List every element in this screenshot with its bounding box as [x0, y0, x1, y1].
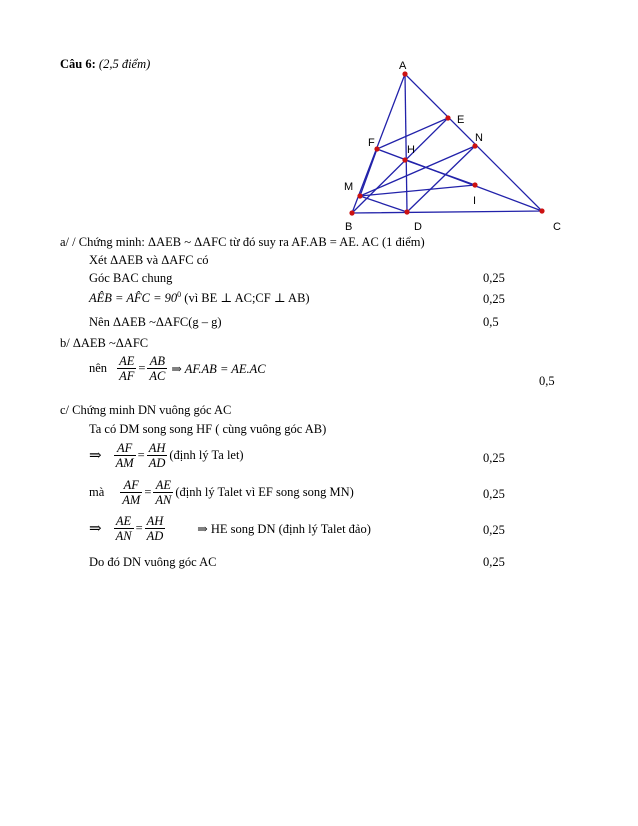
part-a-line-4-score: 0,5: [483, 315, 499, 329]
fraction-denominator: AN: [155, 493, 172, 507]
point-label-i: I: [473, 195, 477, 207]
step-2-prefix: mà: [89, 485, 105, 499]
fraction-numerator: AE: [119, 354, 135, 368]
part-a-line-2-score: 0,25: [483, 271, 505, 285]
part-a-line-4: Nên ΔAEB ~ΔAFC(g – g): [89, 315, 222, 329]
equals-sign: =: [135, 521, 143, 535]
part-c-step-1-score: 0,25: [483, 451, 505, 465]
fraction-ah-ad: [147, 441, 168, 470]
fraction-af-am: [120, 478, 142, 507]
part-b-result: ⇒ AF.AB = AE.AC: [171, 361, 266, 376]
part-c-step-2: [89, 478, 354, 507]
fraction-ae-af: [117, 354, 136, 383]
part-a-heading: a/ / Chứng minh: ΔAEB ~ ΔAFC từ đó suy ra AF.AB = AE. AC (1 điểm): [60, 235, 425, 249]
angle-equation: AÊB = AF̂C = 90: [89, 291, 178, 306]
fraction-denominator: AD: [146, 529, 164, 543]
point-label-f: F: [368, 137, 375, 149]
part-a-line-1: Xét ΔAEB và ΔAFC có: [89, 253, 209, 267]
part-b-score: 0,5: [539, 374, 555, 388]
angle-reason: (vì BE ⊥ AC;CF ⊥ AB): [181, 291, 310, 306]
fraction-denominator: AM: [115, 456, 134, 470]
point-label-b: B: [345, 221, 353, 233]
part-c-line-1: Ta có DM song song HF ( cùng vuông góc AB): [89, 422, 327, 436]
implies-arrow: ⇒: [89, 448, 102, 464]
implies-arrow: ⇒: [89, 521, 102, 537]
part-b-equation: [89, 354, 266, 383]
fraction-denominator: AD: [148, 456, 166, 470]
point-label-n: N: [475, 132, 483, 144]
equals-sign: =: [144, 485, 152, 499]
point-label-m: M: [344, 181, 354, 193]
step-3-reason: ⇒ HE song DN (định lý Talet đảo): [197, 521, 371, 536]
point-label-e: E: [457, 114, 465, 126]
equals-sign: =: [138, 361, 146, 375]
part-c-step-3-score: 0,25: [483, 523, 505, 537]
fraction-ab-ac: [147, 354, 167, 383]
fraction-ah-ad: [145, 514, 166, 543]
question-title: [60, 57, 150, 72]
point-label-c: C: [553, 221, 561, 233]
geometry-figure: [330, 55, 570, 235]
part-a-line-3: [89, 290, 310, 306]
step-1-reason: (định lý Ta let): [169, 448, 244, 462]
point-label-h: H: [407, 144, 415, 156]
fraction-numerator: AH: [148, 441, 166, 455]
part-b-prefix: nên: [89, 361, 108, 375]
part-c-conclusion: Do đó DN vuông góc AC: [89, 555, 217, 569]
fraction-numerator: AE: [114, 514, 134, 529]
fraction-numerator: AE: [153, 478, 173, 493]
fraction-numerator: AF: [120, 478, 142, 493]
fraction-af-am: [114, 441, 136, 470]
question-points: (2,5 điểm): [98, 57, 151, 71]
part-c-step-1: [89, 441, 244, 470]
fraction-denominator: AF: [119, 369, 135, 383]
degree-superscript: 0: [177, 290, 182, 299]
question-label: Câu 6:: [60, 57, 96, 71]
part-a-line-3-score: 0,25: [483, 292, 505, 306]
part-c-heading: c/ Chứng minh DN vuông góc AC: [60, 403, 232, 417]
fraction-ae-an: [153, 478, 173, 507]
figure-lines: [352, 74, 542, 213]
part-c-conclusion-score: 0,25: [483, 555, 505, 569]
part-b-heading: b/ ΔAEB ~ΔAFC: [60, 336, 149, 350]
fraction-denominator: AC: [149, 369, 166, 383]
fraction-denominator: AM: [122, 493, 141, 507]
part-c-step-3: [89, 514, 371, 543]
part-c-step-2-score: 0,25: [483, 487, 505, 501]
fraction-numerator: AF: [114, 441, 136, 456]
fraction-ae-an: [114, 514, 134, 543]
fraction-numerator: AH: [146, 514, 164, 528]
point-label-a: A: [399, 60, 407, 72]
equals-sign: =: [137, 448, 145, 462]
part-a-line-2: Góc BAC chung: [89, 271, 173, 285]
point-label-d: D: [414, 221, 422, 233]
fraction-denominator: AN: [115, 529, 132, 543]
step-2-reason: (định lý Talet vì EF song song MN): [175, 485, 354, 499]
fraction-numerator: AB: [147, 354, 167, 369]
